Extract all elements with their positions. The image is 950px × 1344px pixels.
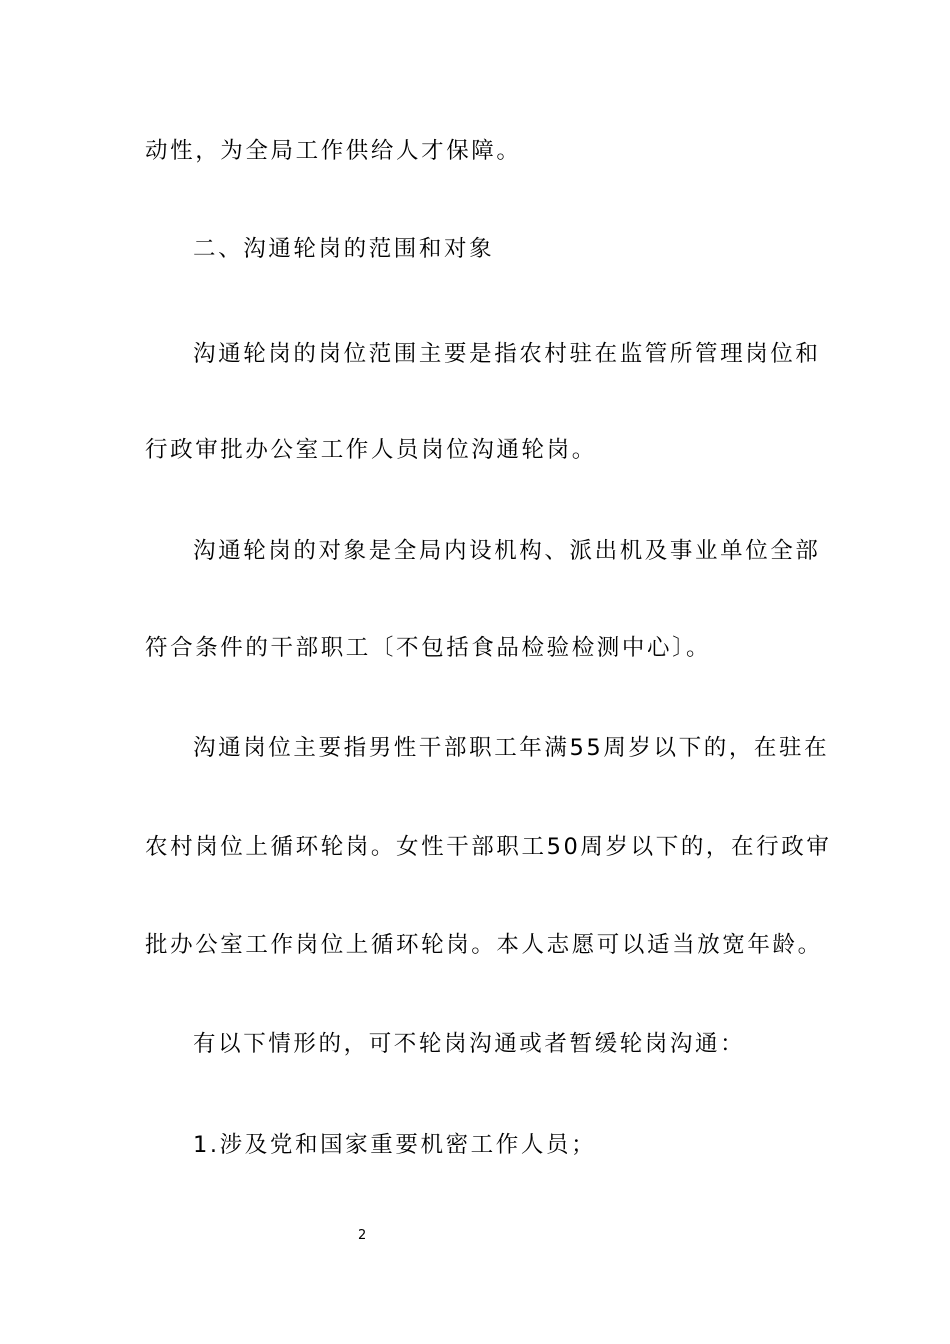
paragraph-line: 农村岗位上循环轮岗。女性干部职工50周岁以下的，在行政审 [145,834,832,860]
paragraph-line: 沟通轮岗的岗位范围主要是指农村驻在监管所管理岗位和 [193,341,821,367]
paragraph-line: 批办公室工作岗位上循环轮岗。本人志愿可以适当放宽年龄。 [145,932,823,958]
list-item: 1.涉及党和国家重要机密工作人员； [193,1132,597,1158]
page-number: 2 [358,1228,367,1243]
paragraph-line: 动性，为全局工作供给人才保障。 [145,138,522,164]
paragraph-line: 沟通岗位主要指男性干部职工年满55周岁以下的，在驻在 [193,735,830,761]
paragraph-line: 沟通轮岗的对象是全局内设机构、派出机及事业单位全部 [193,538,821,564]
paragraph-line: 行政审批办公室工作人员岗位沟通轮岗。 [145,437,597,463]
paragraph-line: 符合条件的干部职工〔不包括食品检验检测中心〕。 [145,635,712,661]
section-heading: 二、沟通轮岗的范围和对象 [193,236,495,262]
paragraph-line: 有以下情形的，可不轮岗沟通或者暂缓轮岗沟通： [193,1031,746,1057]
